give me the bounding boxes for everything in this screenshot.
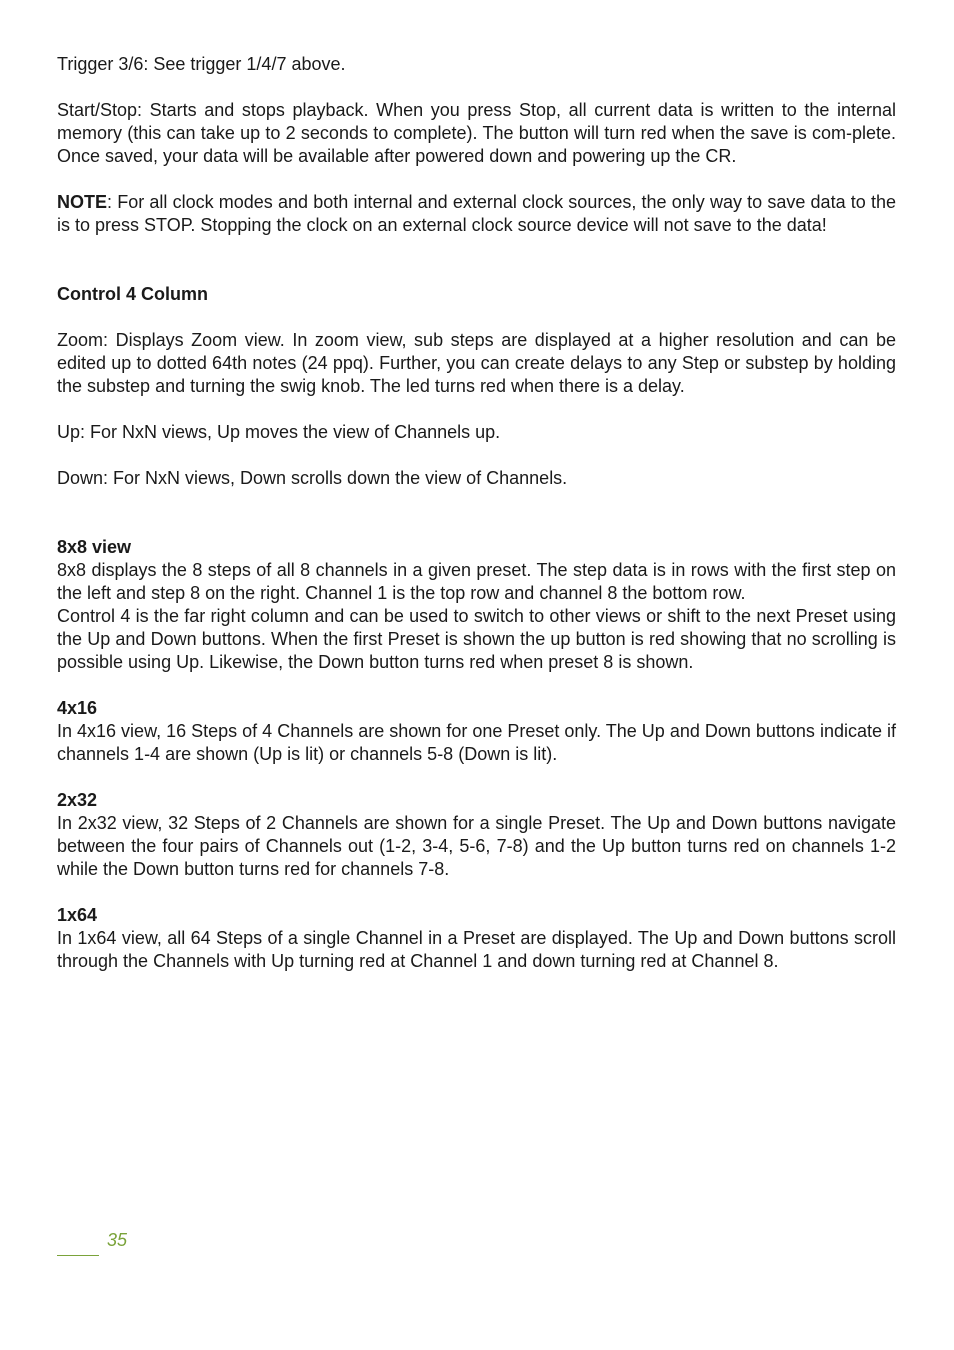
control-4-column-heading: Control 4 Column [57, 284, 208, 304]
note-text: : For all clock modes and both internal and external clock sources, the only way to save data to the is to press STOP. Stopping the clock on an external clock source device will not save to the data! [57, 192, 896, 235]
1x64-view-paragraph: In 1x64 view, all 64 Steps of a single Channel in a Preset are displayed. The Up and Down buttons scroll through the Channels with Up turning red at Channel 1 and down turning red at Channel 8. [57, 928, 896, 971]
4x16-view-heading: 4x16 [57, 698, 98, 718]
page-number: 35 [107, 1230, 128, 1250]
8x8-view-paragraph-2: Control 4 is the far right column and can be used to switch to other views or shift to the next Preset using the Up and Down buttons. When the first Preset is shown the up button is red showing that no scrolling is possible using Up. Likewise, the Down button turns red when preset 8 is shown. [57, 606, 896, 672]
footer-rule [57, 1255, 99, 1256]
2x32-view-paragraph: In 2x32 view, 32 Steps of 2 Channels are shown for a single Preset. The Up and Down buttons navigate between the four pairs of Channels out (1-2, 3-4, 5-6, 7-8) and the Up button turns red on channels 1-2 while the Down button turns red for channels 7-8. [57, 813, 896, 879]
1x64-view-heading: 1x64 [57, 905, 98, 925]
page-body [57, 53, 896, 973]
4x16-view-paragraph: In 4x16 view, 16 Steps of 4 Channels are shown for one Preset only. The Up and Down buttons indicate if channels 1-4 are shown (Up is lit) or channels 5-8 (Down is lit). [57, 721, 896, 764]
up-paragraph: Up: For NxN views, Up moves the view of Channels up. [57, 422, 501, 442]
note-paragraph [57, 191, 896, 237]
2x32-view-heading: 2x32 [57, 790, 98, 810]
8x8-view-heading: 8x8 view [57, 537, 132, 557]
down-paragraph: Down: For NxN views, Down scrolls down the view of Channels. [57, 468, 568, 488]
note-label: NOTE [57, 192, 108, 212]
start-stop-paragraph: Start/Stop: Starts and stops playback. When you press Stop, all current data is written to the internal memory (this can take up to 2 seconds to complete). The button will turn red when the save is com-plete. Once saved, your data will be available after powered down and powering up the CR. [57, 100, 896, 166]
page-footer [57, 1230, 157, 1258]
trigger-3-6-paragraph: Trigger 3/6: See trigger 1/4/7 above. [57, 54, 346, 74]
zoom-paragraph: Zoom: Displays Zoom view. In zoom view, sub steps are displayed at a higher resolution and can be edited up to dotted 64th notes (24 ppq). Further, you can create delays to any Step or substep by holding the substep and turning the swig knob. The led turns red when there is a delay. [57, 330, 896, 396]
8x8-view-paragraph-1: 8x8 displays the 8 steps of all 8 channels in a given preset. The step data is in rows with the first step on the left and step 8 on the right. Channel 1 is the top row and channel 8 the bottom row. [57, 560, 896, 603]
